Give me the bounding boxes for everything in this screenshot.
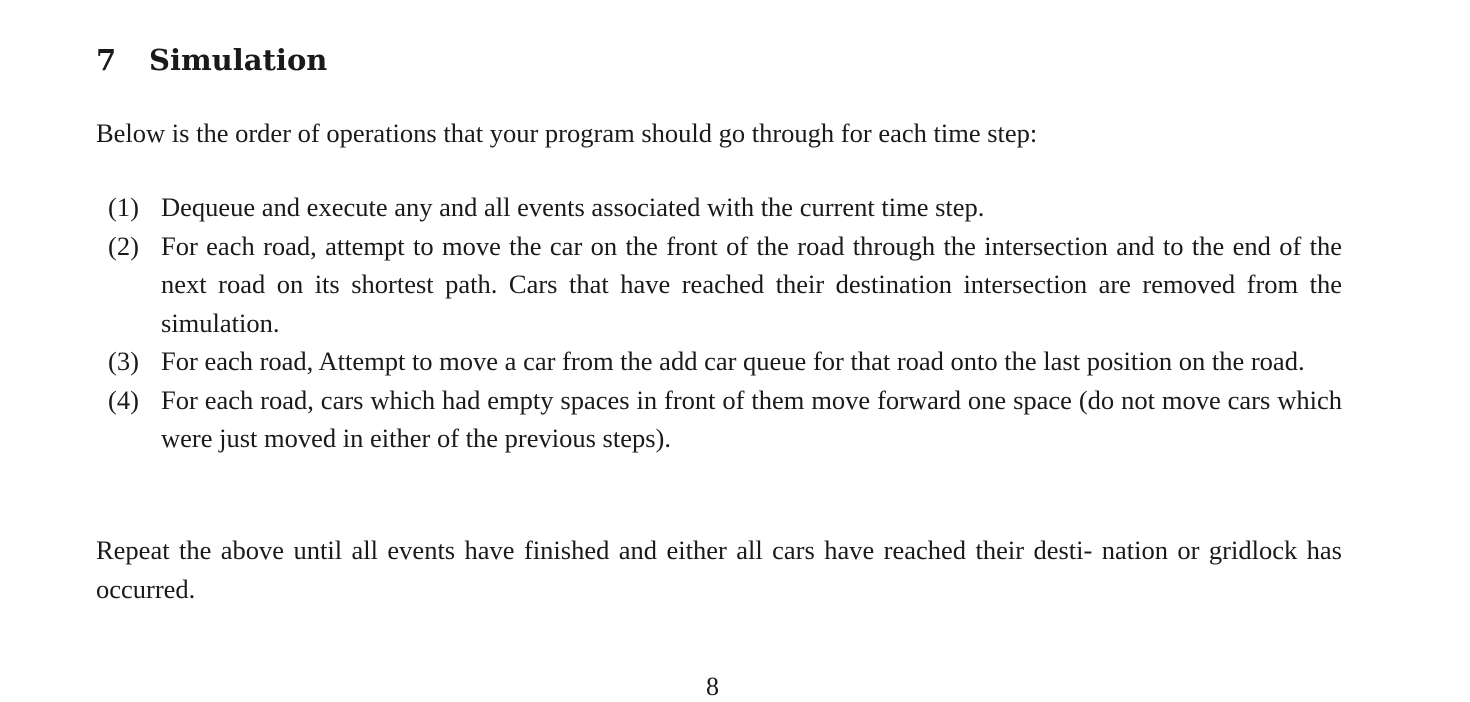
section-title: Simulation [149,43,328,77]
list-item-marker: (3) [108,346,139,376]
section-heading [96,40,327,80]
list-item-text: For each road, Attempt to move a car from the add car queue for that road onto the last position on the road. [161,346,1305,376]
list-item-text: For each road, attempt to move the car on the front of the road through the intersection and to the end of the next road on its shortest path. Cars that have reached their destination intersection are removed from the simulation. [161,230,1342,338]
list-item-marker: (4) [108,384,139,415]
section-number: 7 [96,43,117,77]
list-item-marker: (1) [108,192,139,222]
list-item [96,381,1342,458]
list-item-text: Dequeue and execute any and all events associated with the current time step. [161,192,985,222]
outro-paragraph: Repeat the above until all events have finished and either all cars have reached their desti- nation or gridlock has occurred. [96,535,1342,604]
list-item-text: For each road, cars which had empty spaces in front of them move forward one space (do not move cars which were just moved in either of the previous steps). [161,384,1342,453]
steps-list [96,188,1342,458]
list-item [96,342,1342,381]
page-number: 8 [706,672,719,701]
intro-paragraph: Below is the order of operations that your program should go through for each time step: [96,118,1038,148]
list-item-marker: (2) [108,230,139,261]
list-item [96,227,1342,343]
list-item [96,188,1342,227]
